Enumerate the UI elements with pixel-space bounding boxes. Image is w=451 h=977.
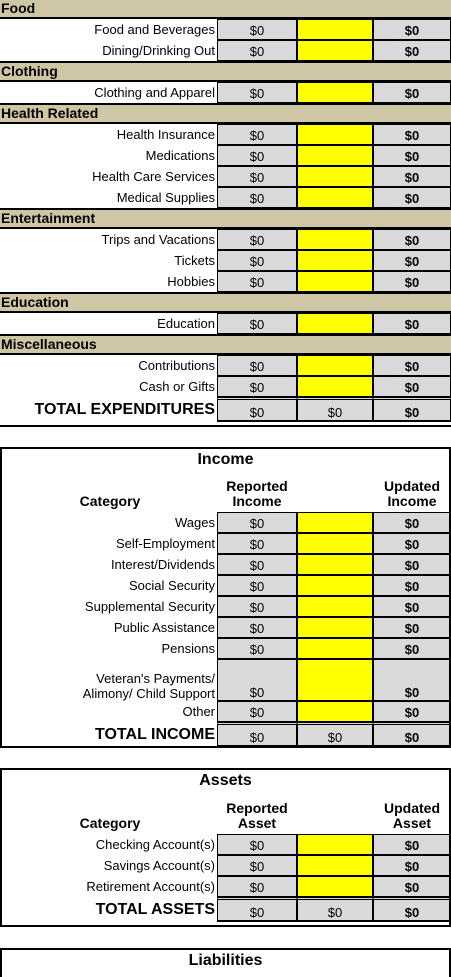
category-header: Food xyxy=(0,0,451,19)
adjustment-input[interactable] xyxy=(297,596,373,617)
adjustment-input[interactable] xyxy=(297,355,373,376)
updated-value: $0 xyxy=(373,897,451,922)
reported-value: $0 xyxy=(217,19,297,40)
difference-value: $0 xyxy=(297,397,373,422)
updated-value: $0 xyxy=(373,145,451,166)
line-item-label: Tickets xyxy=(174,253,215,268)
adjustment-input[interactable] xyxy=(297,250,373,271)
difference-value: $0 xyxy=(297,897,373,922)
reported-column-header: Reported Income xyxy=(226,478,288,509)
line-item-row xyxy=(0,376,451,397)
reported-value: $0 xyxy=(217,376,297,397)
category-header: Miscellaneous xyxy=(0,334,451,355)
updated-value: $0 xyxy=(373,355,451,376)
reported-value: $0 xyxy=(217,271,297,292)
total-row xyxy=(0,397,451,422)
updated-value: $0 xyxy=(373,313,451,334)
adjustment-input[interactable] xyxy=(297,124,373,145)
reported-column-header: Reported Asset xyxy=(226,800,288,831)
reported-value: $0 xyxy=(217,897,297,922)
line-item-row xyxy=(0,82,451,103)
updated-value: $0 xyxy=(373,250,451,271)
updated-value: $0 xyxy=(373,554,451,575)
reported-value: $0 xyxy=(217,701,297,722)
updated-value: $0 xyxy=(373,271,451,292)
updated-value: $0 xyxy=(373,397,451,422)
line-item-row xyxy=(0,617,451,638)
reported-value: $0 xyxy=(217,166,297,187)
section-title: Liabilities xyxy=(188,952,263,969)
line-item-row xyxy=(0,533,451,554)
adjustment-input[interactable] xyxy=(297,376,373,397)
line-item-row xyxy=(0,701,451,722)
reported-value: $0 xyxy=(217,617,297,638)
adjustment-input[interactable] xyxy=(297,876,373,897)
updated-column-header: Updated Income xyxy=(384,478,440,509)
updated-value: $0 xyxy=(373,229,451,250)
category-header: Health Related xyxy=(0,103,451,124)
line-item-row xyxy=(0,145,451,166)
line-item-label: TOTAL INCOME xyxy=(95,726,215,743)
line-item-label: Veteran's Payments/ Alimony/ Child Support xyxy=(82,671,215,701)
updated-value: $0 xyxy=(373,533,451,554)
line-item-label: TOTAL ASSETS xyxy=(95,901,215,918)
reported-value: $0 xyxy=(217,355,297,376)
adjustment-input[interactable] xyxy=(297,166,373,187)
adjustment-input[interactable] xyxy=(297,19,373,40)
reported-value: $0 xyxy=(217,124,297,145)
section-border xyxy=(0,768,2,927)
category-column-header: Category xyxy=(79,815,141,831)
adjustment-input[interactable] xyxy=(297,187,373,208)
reported-value: $0 xyxy=(217,313,297,334)
reported-value: $0 xyxy=(217,82,297,103)
adjustment-input[interactable] xyxy=(297,145,373,166)
adjustment-input[interactable] xyxy=(297,855,373,876)
line-item-label: Social Security xyxy=(129,578,215,593)
updated-value: $0 xyxy=(373,82,451,103)
reported-value: $0 xyxy=(217,596,297,617)
adjustment-input[interactable] xyxy=(297,617,373,638)
adjustment-input[interactable] xyxy=(297,834,373,855)
line-item-label: Hobbies xyxy=(167,274,215,289)
line-item-label: Self-Employment xyxy=(116,536,215,551)
adjustment-input[interactable] xyxy=(297,40,373,61)
line-item-label: Retirement Account(s) xyxy=(86,879,215,894)
updated-value: $0 xyxy=(373,834,451,855)
line-item-label: Medical Supplies xyxy=(116,190,215,205)
line-item-row xyxy=(0,575,451,596)
total-row xyxy=(0,897,451,922)
category-header: Clothing xyxy=(0,61,451,82)
line-item-row xyxy=(0,638,451,659)
adjustment-input[interactable] xyxy=(297,512,373,533)
reported-value: $0 xyxy=(217,659,297,701)
line-item-label: Public Assistance xyxy=(113,620,215,635)
line-item-label: Savings Account(s) xyxy=(103,858,215,873)
line-item-label: Education xyxy=(157,316,215,331)
adjustment-input[interactable] xyxy=(297,82,373,103)
line-item-row xyxy=(0,271,451,292)
line-item-row xyxy=(0,313,451,334)
section-divider xyxy=(0,925,451,927)
line-item-label: Trips and Vacations xyxy=(101,232,215,247)
line-item-label: TOTAL EXPENDITURES xyxy=(34,401,215,418)
updated-value: $0 xyxy=(373,596,451,617)
section-border xyxy=(0,447,2,747)
reported-value: $0 xyxy=(217,834,297,855)
line-item-row xyxy=(0,512,451,533)
section-title: Income xyxy=(197,451,254,468)
updated-value: $0 xyxy=(373,701,451,722)
line-item-label: Checking Account(s) xyxy=(95,837,215,852)
adjustment-input[interactable] xyxy=(297,659,373,701)
reported-value: $0 xyxy=(217,722,297,747)
line-item-label: Contributions xyxy=(138,358,215,373)
line-item-label: Health Insurance xyxy=(116,127,215,142)
reported-value: $0 xyxy=(217,638,297,659)
line-item-row xyxy=(0,554,451,575)
category-column-header: Category xyxy=(79,493,141,509)
reported-value: $0 xyxy=(217,229,297,250)
updated-value: $0 xyxy=(373,376,451,397)
line-item-row xyxy=(0,166,451,187)
line-item-row xyxy=(0,40,451,61)
line-item-label: Health Care Services xyxy=(92,169,215,184)
section-divider xyxy=(0,425,451,427)
line-item-row xyxy=(0,834,451,855)
updated-column-header: Updated Asset xyxy=(384,800,440,831)
line-item-label: Food and Beverages xyxy=(94,22,215,37)
updated-value: $0 xyxy=(373,855,451,876)
line-item-label: Supplemental Security xyxy=(84,599,215,614)
line-item-row xyxy=(0,876,451,897)
line-item-row xyxy=(0,187,451,208)
line-item-row xyxy=(0,19,451,40)
line-item-label: Cash or Gifts xyxy=(139,379,215,394)
line-item-row xyxy=(0,229,451,250)
adjustment-input[interactable] xyxy=(297,701,373,722)
reported-value: $0 xyxy=(217,876,297,897)
reported-value: $0 xyxy=(217,250,297,271)
reported-value: $0 xyxy=(217,187,297,208)
reported-value: $0 xyxy=(217,533,297,554)
updated-value: $0 xyxy=(373,19,451,40)
line-item-label: Wages xyxy=(175,515,215,530)
section-border xyxy=(0,948,2,977)
line-item-label: Dining/Drinking Out xyxy=(102,43,215,58)
adjustment-input[interactable] xyxy=(297,575,373,596)
line-item-label: Interest/Dividends xyxy=(110,557,215,572)
updated-value: $0 xyxy=(373,187,451,208)
adjustment-input[interactable] xyxy=(297,229,373,250)
section-divider xyxy=(0,746,451,748)
line-item-label: Pensions xyxy=(161,641,215,656)
reported-value: $0 xyxy=(217,855,297,876)
line-item-label: Clothing and Apparel xyxy=(94,85,215,100)
adjustment-input[interactable] xyxy=(297,533,373,554)
line-item-row xyxy=(0,355,451,376)
reported-value: $0 xyxy=(217,554,297,575)
reported-value: $0 xyxy=(217,512,297,533)
adjustment-input[interactable] xyxy=(297,638,373,659)
reported-value: $0 xyxy=(217,40,297,61)
updated-value: $0 xyxy=(373,659,451,701)
updated-value: $0 xyxy=(373,512,451,533)
updated-value: $0 xyxy=(373,617,451,638)
category-header: Entertainment xyxy=(0,208,451,229)
reported-value: $0 xyxy=(217,575,297,596)
updated-value: $0 xyxy=(373,638,451,659)
adjustment-input[interactable] xyxy=(297,554,373,575)
difference-value: $0 xyxy=(297,722,373,747)
total-row xyxy=(0,722,451,747)
line-item-row xyxy=(0,596,451,617)
line-item-label: Other xyxy=(182,704,215,719)
section-divider xyxy=(0,948,451,950)
section-divider xyxy=(0,447,451,449)
category-header: Education xyxy=(0,292,451,313)
line-item-row xyxy=(0,659,451,701)
adjustment-input[interactable] xyxy=(297,271,373,292)
adjustment-input[interactable] xyxy=(297,313,373,334)
reported-value: $0 xyxy=(217,145,297,166)
line-item-row xyxy=(0,855,451,876)
updated-value: $0 xyxy=(373,876,451,897)
updated-value: $0 xyxy=(373,575,451,596)
line-item-label: Medications xyxy=(145,148,215,163)
updated-value: $0 xyxy=(373,722,451,747)
line-item-row xyxy=(0,124,451,145)
updated-value: $0 xyxy=(373,124,451,145)
updated-value: $0 xyxy=(373,40,451,61)
section-divider xyxy=(0,768,451,770)
reported-value: $0 xyxy=(217,397,297,422)
updated-value: $0 xyxy=(373,166,451,187)
line-item-row xyxy=(0,250,451,271)
section-title: Assets xyxy=(199,772,252,789)
